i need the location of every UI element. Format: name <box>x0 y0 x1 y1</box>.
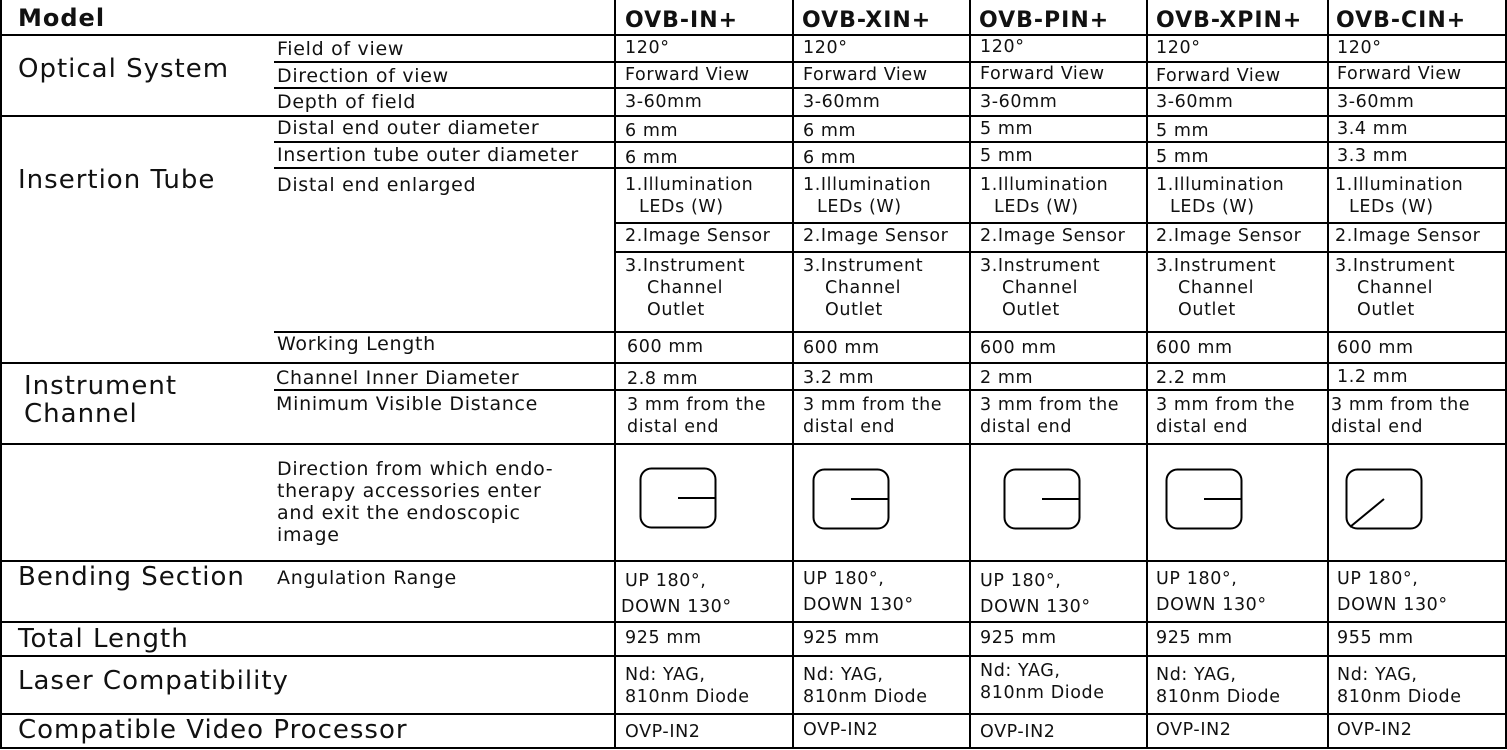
cell-video-processor: OVP-IN2 <box>1337 720 1413 740</box>
cell-illumination <box>803 174 931 218</box>
cell-laser <box>625 664 750 708</box>
cell-laser <box>1156 664 1281 708</box>
row-label-angulation-range: Angulation Range <box>277 567 457 589</box>
cell-total-length: 925 mm <box>1156 628 1233 648</box>
cell-line: Channel <box>1357 278 1434 298</box>
cell-insertion-tube-od: 5 mm <box>980 146 1034 166</box>
cell-insertion-tube-od: 6 mm <box>803 148 857 168</box>
cell-line: DOWN 130° <box>803 595 914 615</box>
cell-min-visible-distance <box>627 394 766 438</box>
cell-line: Channel <box>825 278 902 298</box>
cell-distal-end-od: 5 mm <box>980 119 1034 139</box>
cell-line: Nd: YAG, <box>625 665 706 685</box>
cell-line: LEDs (W) <box>639 197 724 217</box>
line-v <box>792 0 794 749</box>
cell-image-sensor: 2.Image Sensor <box>980 226 1126 246</box>
cell-working-length: 600 mm <box>980 338 1057 358</box>
cell-min-visible-distance <box>1331 394 1470 438</box>
cell-channel-inner-diameter: 2.8 mm <box>627 369 699 389</box>
cell-min-visible-distance <box>980 394 1119 438</box>
cell-line: distal end <box>627 417 720 437</box>
line-h <box>274 167 1507 169</box>
cell-line: 3 mm from the <box>627 395 767 415</box>
cell-insertion-tube-od: 6 mm <box>625 148 679 168</box>
cell-instrument-outlet <box>1335 255 1455 321</box>
line-v <box>614 0 616 749</box>
cell-instrument-outlet <box>625 255 745 321</box>
row-label-field-of-view: Field of view <box>277 38 405 60</box>
cell-direction-of-view: Forward View <box>803 65 928 85</box>
horizontal-line-icon <box>812 468 890 530</box>
cell-line: 1.Illumination <box>803 175 932 195</box>
line-v <box>1327 0 1329 749</box>
cell-line: Outlet <box>1002 300 1060 320</box>
label-line: therapy accessories enter <box>277 480 542 502</box>
cell-direction-of-view: Forward View <box>1156 66 1281 86</box>
row-label-distal-end-od: Distal end outer diameter <box>277 117 540 139</box>
cell-line: DOWN 130° <box>980 597 1091 617</box>
cell-video-processor: OVP-IN2 <box>625 722 701 742</box>
cell-line: Channel <box>647 278 724 298</box>
cell-line: Outlet <box>1178 300 1236 320</box>
line-h <box>0 747 1507 749</box>
cell-angulation <box>803 568 914 616</box>
cell-line: distal end <box>1156 417 1249 437</box>
cell-channel-inner-diameter: 2 mm <box>980 368 1034 388</box>
cell-line: distal end <box>803 417 896 437</box>
cell-laser <box>803 664 928 708</box>
cell-line: Nd: YAG, <box>803 665 884 685</box>
cell-line: 3.Instrument <box>1335 256 1456 276</box>
cell-line: UP 180°, <box>1337 569 1419 589</box>
cell-line: 3.Instrument <box>980 256 1101 276</box>
cell-line: 810nm Diode <box>980 683 1105 703</box>
cell-video-processor: OVP-IN2 <box>803 720 879 740</box>
cell-field-of-view: 120° <box>980 37 1025 57</box>
cell-channel-inner-diameter: 1.2 mm <box>1337 367 1409 387</box>
cell-line: LEDs (W) <box>994 197 1079 217</box>
cell-distal-end-od: 3.4 mm <box>1337 119 1409 139</box>
cell-line: 810nm Diode <box>625 687 750 707</box>
cell-illumination <box>625 174 753 218</box>
model-header: OVB-PIN+ <box>979 8 1110 33</box>
cell-line: Nd: YAG, <box>1337 665 1418 685</box>
model-header: OVB-XPIN+ <box>1156 8 1303 33</box>
line-h <box>0 362 1507 364</box>
cell-line: UP 180°, <box>625 571 707 591</box>
cell-line: Channel <box>1178 278 1255 298</box>
line-h <box>0 115 1507 117</box>
cell-line: 3.Instrument <box>1156 256 1277 276</box>
cell-instrument-outlet <box>803 255 923 321</box>
horizontal-line-icon <box>1003 468 1081 530</box>
cell-illumination <box>1335 174 1463 218</box>
model-header: OVB-XIN+ <box>802 8 932 33</box>
cell-angulation <box>980 570 1091 618</box>
line-h <box>274 141 1507 143</box>
cell-line: 3 mm from the <box>980 395 1120 415</box>
cell-line: 3.Instrument <box>803 256 924 276</box>
cell-line: Nd: YAG, <box>980 661 1061 681</box>
cell-line: Nd: YAG, <box>1156 665 1237 685</box>
row-label-distal-end-enlarged: Distal end enlarged <box>277 174 477 196</box>
model-header: OVB-IN+ <box>625 8 739 33</box>
cell-line: LEDs (W) <box>1349 197 1434 217</box>
cell-depth-of-field: 3-60mm <box>625 92 703 112</box>
cell-distal-end-od: 5 mm <box>1156 121 1210 141</box>
cell-line: distal end <box>980 417 1073 437</box>
cell-line: 810nm Diode <box>1337 687 1462 707</box>
row-label-channel-inner-diameter: Channel Inner Diameter <box>276 367 520 389</box>
cell-depth-of-field: 3-60mm <box>980 92 1058 112</box>
line-h <box>0 655 1507 657</box>
cell-image-sensor: 2.Image Sensor <box>1156 226 1302 246</box>
cell-laser <box>980 660 1105 704</box>
cell-line: Outlet <box>825 300 883 320</box>
section-laser-compatibility: Laser Compatibility <box>18 666 289 696</box>
cell-image-sensor: 2.Image Sensor <box>1335 226 1481 246</box>
section-insertion-tube: Insertion Tube <box>18 165 216 195</box>
cell-laser <box>1337 664 1462 708</box>
row-label-depth-of-field: Depth of field <box>277 91 417 113</box>
cell-video-processor: OVP-IN2 <box>1156 720 1232 740</box>
cell-line: DOWN 130° <box>621 597 732 617</box>
line-h <box>0 621 1507 623</box>
cell-field-of-view: 120° <box>803 38 848 58</box>
cell-field-of-view: 120° <box>1337 38 1382 58</box>
model-label: Model <box>18 4 106 32</box>
cell-instrument-outlet <box>1156 255 1276 321</box>
cell-video-processor: OVP-IN2 <box>980 722 1056 742</box>
section-line: Channel <box>24 399 138 429</box>
cell-total-length: 955 mm <box>1337 628 1414 648</box>
horizontal-line-icon <box>639 467 717 529</box>
cell-direction-of-view: Forward View <box>980 64 1105 84</box>
line-h <box>616 222 1507 224</box>
section-total-length: Total Length <box>18 624 189 654</box>
cell-channel-inner-diameter: 3.2 mm <box>803 368 875 388</box>
cell-line: distal end <box>1331 417 1424 437</box>
cell-distal-end-od: 6 mm <box>625 121 679 141</box>
cell-line: LEDs (W) <box>1170 197 1255 217</box>
section-instrument-channel <box>24 372 177 428</box>
label-line: and exit the endoscopic <box>277 502 521 524</box>
cell-line: UP 180°, <box>1156 569 1238 589</box>
diagonal-line-icon <box>1345 468 1423 530</box>
model-header: OVB-CIN+ <box>1336 8 1467 33</box>
cell-field-of-view: 120° <box>1156 38 1201 58</box>
cell-line: LEDs (W) <box>817 197 902 217</box>
cell-working-length: 600 mm <box>1156 338 1233 358</box>
cell-working-length: 600 mm <box>803 338 880 358</box>
cell-distal-end-od: 6 mm <box>803 121 857 141</box>
row-label-minimum-visible-distance: Minimum Visible Distance <box>276 393 539 415</box>
cell-line: 1.Illumination <box>1335 175 1464 195</box>
label-line: image <box>277 524 340 546</box>
cell-angulation <box>1156 568 1267 616</box>
cell-total-length: 925 mm <box>625 628 702 648</box>
cell-angulation <box>621 570 732 618</box>
line-h <box>0 443 1507 445</box>
row-label-direction-accessories <box>277 458 553 546</box>
cell-line: Channel <box>1002 278 1079 298</box>
row-label-direction-of-view: Direction of view <box>277 65 449 87</box>
cell-direction-of-view: Forward View <box>625 65 750 85</box>
cell-direction-of-view: Forward View <box>1337 64 1462 84</box>
row-label-insertion-tube-od: Insertion tube outer diameter <box>277 144 579 166</box>
cell-depth-of-field: 3-60mm <box>1337 92 1415 112</box>
line-v <box>1146 0 1148 749</box>
line-h <box>274 87 1507 89</box>
cell-illumination <box>980 174 1108 218</box>
cell-image-sensor: 2.Image Sensor <box>625 226 771 246</box>
cell-angulation <box>1337 568 1448 616</box>
cell-line: UP 180°, <box>980 571 1062 591</box>
section-line: Instrument <box>24 371 178 401</box>
cell-image-sensor: 2.Image Sensor <box>803 226 949 246</box>
cell-line: 810nm Diode <box>803 687 928 707</box>
cell-line: DOWN 130° <box>1156 595 1267 615</box>
cell-line: 3.Instrument <box>625 256 746 276</box>
cell-min-visible-distance <box>1156 394 1295 438</box>
cell-total-length: 925 mm <box>980 628 1057 648</box>
cell-depth-of-field: 3-60mm <box>803 92 881 112</box>
cell-depth-of-field: 3-60mm <box>1156 92 1234 112</box>
line-v <box>969 0 971 749</box>
cell-insertion-tube-od: 3.3 mm <box>1337 146 1409 166</box>
line-v <box>0 0 2 749</box>
cell-line: 1.Illumination <box>1156 175 1285 195</box>
cell-line: 1.Illumination <box>625 175 754 195</box>
cell-min-visible-distance <box>803 394 942 438</box>
cell-total-length: 925 mm <box>803 628 880 648</box>
cell-working-length: 600 mm <box>1337 338 1414 358</box>
line-h <box>616 251 1507 253</box>
line-h <box>274 331 1507 333</box>
label-line: Direction from which endo- <box>277 458 554 480</box>
cell-line: 3 mm from the <box>803 395 943 415</box>
cell-line: 3 mm from the <box>1331 395 1471 415</box>
section-optical-system: Optical System <box>18 54 230 84</box>
cell-insertion-tube-od: 5 mm <box>1156 147 1210 167</box>
cell-line: 3 mm from the <box>1156 395 1296 415</box>
cell-line: Outlet <box>1357 300 1415 320</box>
cell-illumination <box>1156 174 1284 218</box>
cell-line: 1.Illumination <box>980 175 1109 195</box>
line-h <box>274 61 1507 63</box>
cell-instrument-outlet <box>980 255 1100 321</box>
row-label-working-length: Working Length <box>277 333 436 355</box>
cell-line: 810nm Diode <box>1156 687 1281 707</box>
cell-channel-inner-diameter: 2.2 mm <box>1156 368 1228 388</box>
cell-line: DOWN 130° <box>1337 595 1448 615</box>
cell-line: Outlet <box>647 300 705 320</box>
cell-field-of-view: 120° <box>625 38 670 58</box>
line-h <box>274 389 1507 391</box>
horizontal-line-icon <box>1165 468 1243 530</box>
section-video-processor: Compatible Video Processor <box>18 715 408 745</box>
line-h <box>0 34 1507 36</box>
cell-working-length: 600 mm <box>627 337 704 357</box>
section-bending-section: Bending Section <box>18 562 245 592</box>
cell-line: UP 180°, <box>803 569 885 589</box>
